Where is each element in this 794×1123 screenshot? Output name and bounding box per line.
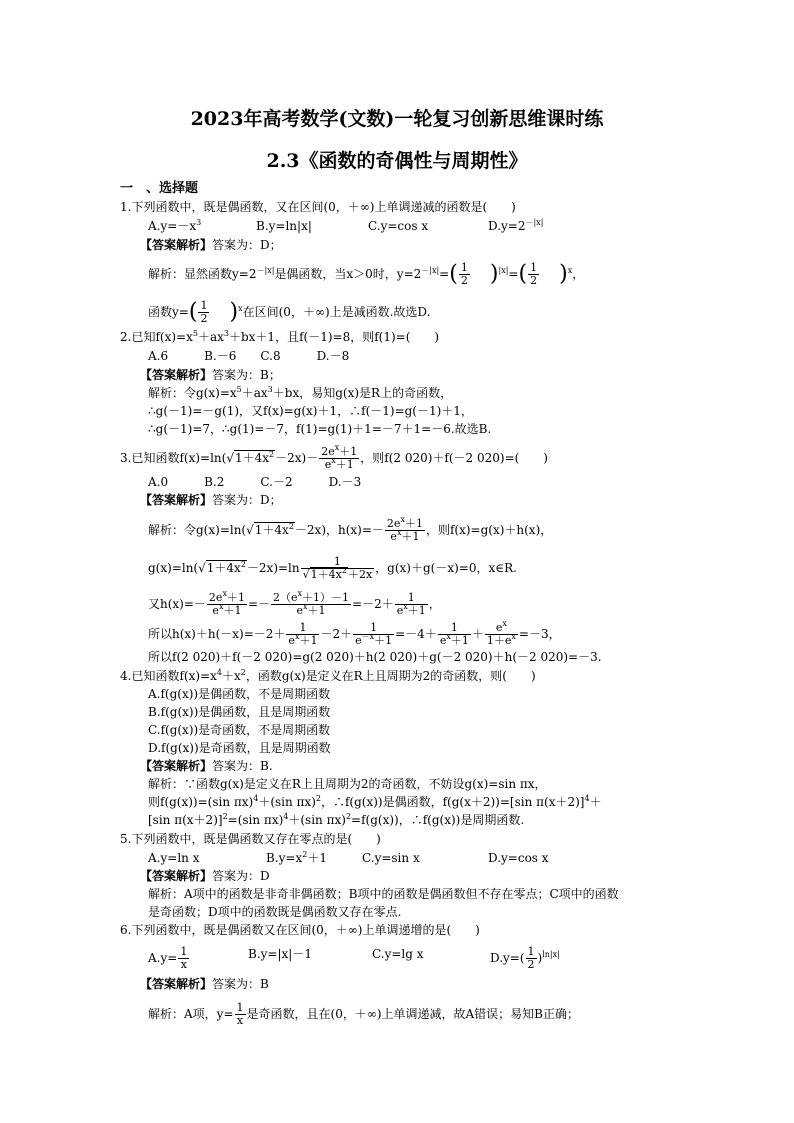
q3-options: A.0 B.2 C.－2 D.－3 xyxy=(148,475,362,489)
q5-answer: 【答案解析】答案为：D xyxy=(140,869,270,883)
q1-option-c: C.y=cos x xyxy=(368,219,429,233)
q2-explanation-1: 解析：令$g(x)=x^5+ax^3+bx$，易知g(x)是R上的奇函数， xyxy=(148,385,453,400)
q3-explanation-5: 所以f(2 020)＋f(－2 020)=g(2 020)＋h(2 020)＋g(－2 020)＋h(－2 020)=－3. xyxy=(148,650,602,664)
q1-option-a: $A.y=-x^3$ xyxy=(148,218,202,233)
q6-option-b: B.y=|x|－1 xyxy=(248,947,312,961)
q1-option-b: B.y=ln|x| xyxy=(256,219,312,233)
q4-stem: 4.已知函数$f(x)=x^4+x^2$，函数g(x)是定义在R上且周期为2的奇函数，则( ) xyxy=(120,668,536,683)
q1-answer: 【答案解析】答案为：D； xyxy=(140,238,282,252)
q2-stem: 2.已知$f(x)=x^5+ax^3+bx+1$，且f(－1)=8，则f(1)=( ) xyxy=(120,329,440,344)
q5-option-d: D.y=cos x xyxy=(488,851,549,865)
page-subtitle: 2.3《函数的奇偶性与周期性》 xyxy=(266,150,528,172)
q5-explanation-1: 解析：A项中的函数是非奇非偶函数；B项中的函数是偶函数但不存在零点；C项中的函数 xyxy=(148,887,619,901)
q2-options: A.6 B.－6 C.8 D.－8 xyxy=(148,349,350,363)
q6-option-d: D.y=( $\frac{1}{2}$ )$^{ln|x|}$ xyxy=(490,945,560,971)
q5-option-b: $B.y=x^2+1$ xyxy=(266,850,327,865)
q3-explanation-3: 又h(x)=－ $\frac{2e^x+1}{e^x+1}$ =－ $\frac{2(e^x+1)-1}{e^x+1}$ =－2＋ $\frac{1}{e^x+1}$ ， xyxy=(148,589,441,617)
q4-answer: 【答案解析】答案为：B. xyxy=(140,759,273,773)
q5-option-c: C.y=sin x xyxy=(362,851,420,865)
q2-explanation-3: ∴g(－1)=7，∴g(1)=－7，f(1)=g(1)＋1=－7＋1=－6.故选B. xyxy=(148,422,492,436)
q4-explanation-1: 解析：∵函数g(x)是定义在R上且周期为2的奇函数，不妨设g(x)=sin πx， xyxy=(148,777,547,791)
q4-explanation-2: 则f(g(x))=(sin πx)$^4$＋(sin πx)$^2$，∴f(g(x))是偶函数，f(g(x＋2))=[sin π(x＋2)]$^4$＋ xyxy=(148,794,602,809)
page-title: 2023年高考数学(文数)一轮复习创新思维课时练 xyxy=(190,108,604,130)
q6-stem: 6.下列函数中，既是偶函数又在区间(0，＋∞)上单调递增的是( ) xyxy=(120,923,480,937)
q5-option-a: A.y=ln x xyxy=(148,851,200,865)
q4-option-a: A.f(g(x))是偶函数，不是周期函数 xyxy=(148,687,331,701)
q6-explanation-1: 解析：A项，y= $\frac{1}{x}$ 是奇函数，且在(0，＋∞)上单调递减，故A错误；易知B正确； xyxy=(148,1001,579,1027)
q1-explanation-2: 函数y=( $\frac{1}{2}$ )$^x$在区间(0，＋∞)上是减函数.故选D. xyxy=(148,299,431,325)
q3-stem: 3.已知函数$f(x)=\ln(√1+4x^2-2x)-$ $\frac{2e^x+1}{e^x+1}$ ，则f(2 020)＋f(－2 020)=( ) xyxy=(120,443,548,471)
q4-option-d: D.f(g(x))是奇函数，且是周期函数 xyxy=(148,741,331,755)
q6-option-c: C.y=lg x xyxy=(372,947,424,961)
q2-answer: 【答案解析】答案为：B； xyxy=(140,368,281,382)
q1-stem: 1.下列函数中，既是偶函数，又在区间(0，＋∞)上单调递减的函数是( ) xyxy=(120,200,516,214)
q4-option-b: B.f(g(x))是偶函数，且是周期函数 xyxy=(148,705,331,719)
q3-explanation-2: $g(x)=\ln(√1+4x^2-2x)=\ln$ $\frac{1}{√1+4x^2+2x}$ ，g(x)＋g(－x)=0，x∈R. xyxy=(148,555,517,581)
q3-explanation-4: 所以h(x)＋h(－x)=－2＋ $\frac{1}{e^x+1}$ －2＋ $\frac{1}{e^{-x}+1}$ =－4＋ $\frac{1}{e^x+1}$ ＋ $\frac{e^x}{1+e^x}$ =－3， xyxy=(148,619,561,647)
q4-option-c: C.f(g(x))是奇函数，不是周期函数 xyxy=(148,723,331,737)
q1-option-d: $D.y=2^{-|x|}$ xyxy=(488,218,544,233)
q6-answer: 【答案解析】答案为：B xyxy=(140,977,269,991)
q1-explanation-1: 解析：显然函数$y=2^{-|x|}$是偶函数，当x＞0时，$y=2^{-|x|}=$( $\frac{1}{2}$ )$^{|x|}$=( $\frac{1}{2}$ )$^x$， xyxy=(148,261,585,287)
q3-answer: 【答案解析】答案为：D； xyxy=(140,493,282,507)
q5-explanation-2: 是奇函数；D项中的函数既是偶函数又存在零点. xyxy=(148,905,402,919)
q3-explanation-1: 解析：令$g(x)=\ln(√1+4x^2-2x)$，h(x)=－ $\frac{2e^x+1}{e^x+1}$ ，则f(x)=g(x)＋h(x)， xyxy=(148,515,553,543)
section-heading: 一 、选择题 xyxy=(120,181,199,196)
q5-stem: 5.下列函数中，既是偶函数又存在零点的是( ) xyxy=(120,832,381,846)
q6-option-a: A.y= $\frac{1}{x}$ xyxy=(148,945,188,971)
q4-explanation-3: [sin π(x＋2)]$^2$=(sin πx)$^4$＋(sin πx)$^2$=f(g(x))，∴f(g(x))是周期函数. xyxy=(148,812,525,827)
q2-explanation-2: ∴g(－1)=－g(1)，又f(x)=g(x)＋1，∴f(－1)=g(－1)＋1， xyxy=(148,404,473,418)
